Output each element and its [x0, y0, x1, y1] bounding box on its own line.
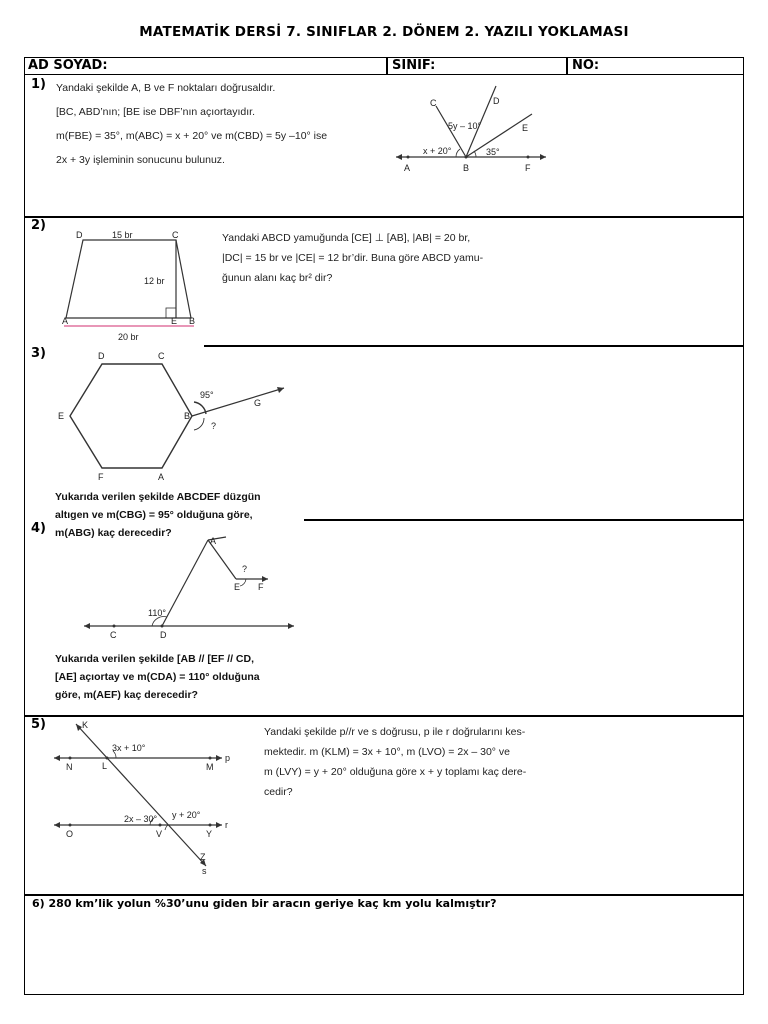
question-1-text: [56, 76, 396, 172]
point-c: C: [110, 630, 117, 640]
point-a: A: [404, 163, 411, 173]
question-2-number: 2): [31, 218, 46, 233]
line-r-label: r: [225, 820, 228, 830]
angle-95-label: 95°: [200, 390, 214, 400]
angle-x-label: x + 20°: [423, 146, 452, 156]
student-info-row: [24, 57, 744, 75]
name-label: AD SOYAD:: [28, 58, 108, 73]
question-2-figure: [56, 228, 216, 346]
point-g: G: [254, 398, 262, 408]
q5-line: mektedir. m (KLM) = 3x + 10°, m (LVO) = 2x – 30° ve: [264, 746, 511, 758]
question-2-text: [222, 228, 552, 288]
point-y: Y: [206, 829, 213, 839]
question-4-figure: [80, 534, 300, 644]
section-divider: [204, 345, 744, 347]
point-b: B: [184, 411, 191, 421]
section-divider: [24, 216, 744, 218]
section-divider: [24, 894, 744, 896]
point-c: C: [172, 230, 179, 240]
question-3-figure: [54, 350, 304, 480]
point-d: D: [98, 351, 105, 361]
top-length: 15 br: [112, 230, 133, 240]
point-n: N: [66, 762, 73, 772]
point-d: D: [76, 230, 83, 240]
point-e: E: [234, 582, 241, 592]
angle-35-label: 35°: [486, 147, 500, 157]
line-s-label: s: [202, 866, 207, 876]
page-title: MATEMATİK DERSİ 7. SINIFLAR 2. DÖNEM 2. YAZILI YOKLAMASI: [139, 24, 629, 40]
bottom-length: 20 br: [118, 332, 139, 342]
q1-line: 2x + 3y işleminin sonucunu bulunuz.: [56, 154, 225, 166]
number-label: NO:: [572, 58, 600, 73]
q5-line: m (LVY) = y + 20° olduğuna göre x + y toplamı kaç dere-: [264, 766, 527, 778]
angle-y-label: 5y – 10°: [448, 121, 482, 131]
point-a: A: [62, 316, 69, 326]
q3-line: Yukarıda verilen şekilde ABCDEF düzgün: [55, 491, 261, 503]
question-3-number: 3): [31, 346, 46, 361]
q1-line: Yandaki şekilde A, B ve F noktaları doğrusaldır.: [56, 82, 276, 94]
q4-line: göre, m(AEF) kaç derecedir?: [55, 689, 198, 701]
point-o: O: [66, 829, 74, 839]
q3-line: m(ABG) kaç derecedir?: [55, 527, 172, 539]
question-1-figure: [390, 80, 560, 180]
point-b: B: [463, 163, 470, 173]
class-label: SINIF:: [392, 58, 436, 73]
point-e: E: [58, 411, 65, 421]
unknown-angle-label: ?: [211, 421, 217, 431]
angle-110-label: 110°: [148, 608, 166, 618]
q5-line: Yandaki şekilde p//r ve s doğrusu, p ile r doğrularını kes-: [264, 726, 526, 738]
question-5-number: 5): [31, 717, 46, 732]
point-l: L: [102, 761, 108, 771]
point-z: Z: [200, 852, 206, 862]
q5-line: cedir?: [264, 786, 293, 798]
point-b: B: [189, 316, 196, 326]
point-a: A: [158, 472, 165, 482]
point-f: F: [258, 582, 264, 592]
section-divider: [24, 715, 744, 717]
question-4-text: [55, 650, 315, 704]
question-6-text: 6) 280 km’lik yolun %30’unu giden bir aracın geriye kaç km yolu kalmıştır?: [32, 897, 497, 910]
point-d: D: [493, 96, 500, 106]
q4-line: Yukarıda verilen şekilde [AB // [EF // CD,: [55, 653, 254, 665]
point-f: F: [98, 472, 104, 482]
point-c: C: [430, 98, 437, 108]
height-length: 12 br: [144, 276, 165, 286]
question-5-figure: [50, 720, 250, 880]
unknown-angle-label: ?: [242, 564, 248, 574]
point-e: E: [522, 123, 529, 133]
point-v: V: [156, 829, 163, 839]
q1-line: m(FBE) = 35°, m(ABC) = x + 20° ve m(CBD) = 5y –10° ise: [56, 130, 328, 142]
angle-klm-label: 3x + 10°: [112, 743, 146, 753]
point-c: C: [158, 351, 165, 361]
point-m: M: [206, 762, 214, 772]
point-a: A: [210, 536, 217, 546]
q2-line: Yandaki ABCD yamuğunda [CE] ⊥ [AB], |AB| = 20 br,: [222, 232, 471, 244]
q2-line: |DC| = 15 br ve |CE| = 12 br’dir. Buna göre ABCD yamu-: [222, 252, 484, 264]
q4-line: [AE] açıortay ve m(CDA) = 110° olduğuna: [55, 671, 260, 683]
angle-lvy-label: y + 20°: [172, 810, 201, 820]
section-divider: [304, 519, 744, 521]
point-d: D: [160, 630, 167, 640]
line-p-label: p: [225, 753, 231, 763]
point-e: E: [171, 316, 178, 326]
angle-lvo-label: 2x – 30°: [124, 814, 158, 824]
q1-line: [BC, ABD’nın; [BE ise DBF’nın açıortayıdır.: [56, 106, 255, 118]
q3-line: altıgen ve m(CBG) = 95° olduğuna göre,: [55, 509, 253, 521]
question-1-number: 1): [31, 77, 46, 92]
question-5-text: [264, 722, 584, 802]
point-f: F: [525, 163, 531, 173]
question-4-number: 4): [31, 521, 46, 536]
q2-line: ğunun alanı kaç br² dir?: [222, 272, 333, 284]
point-k: K: [82, 720, 89, 730]
